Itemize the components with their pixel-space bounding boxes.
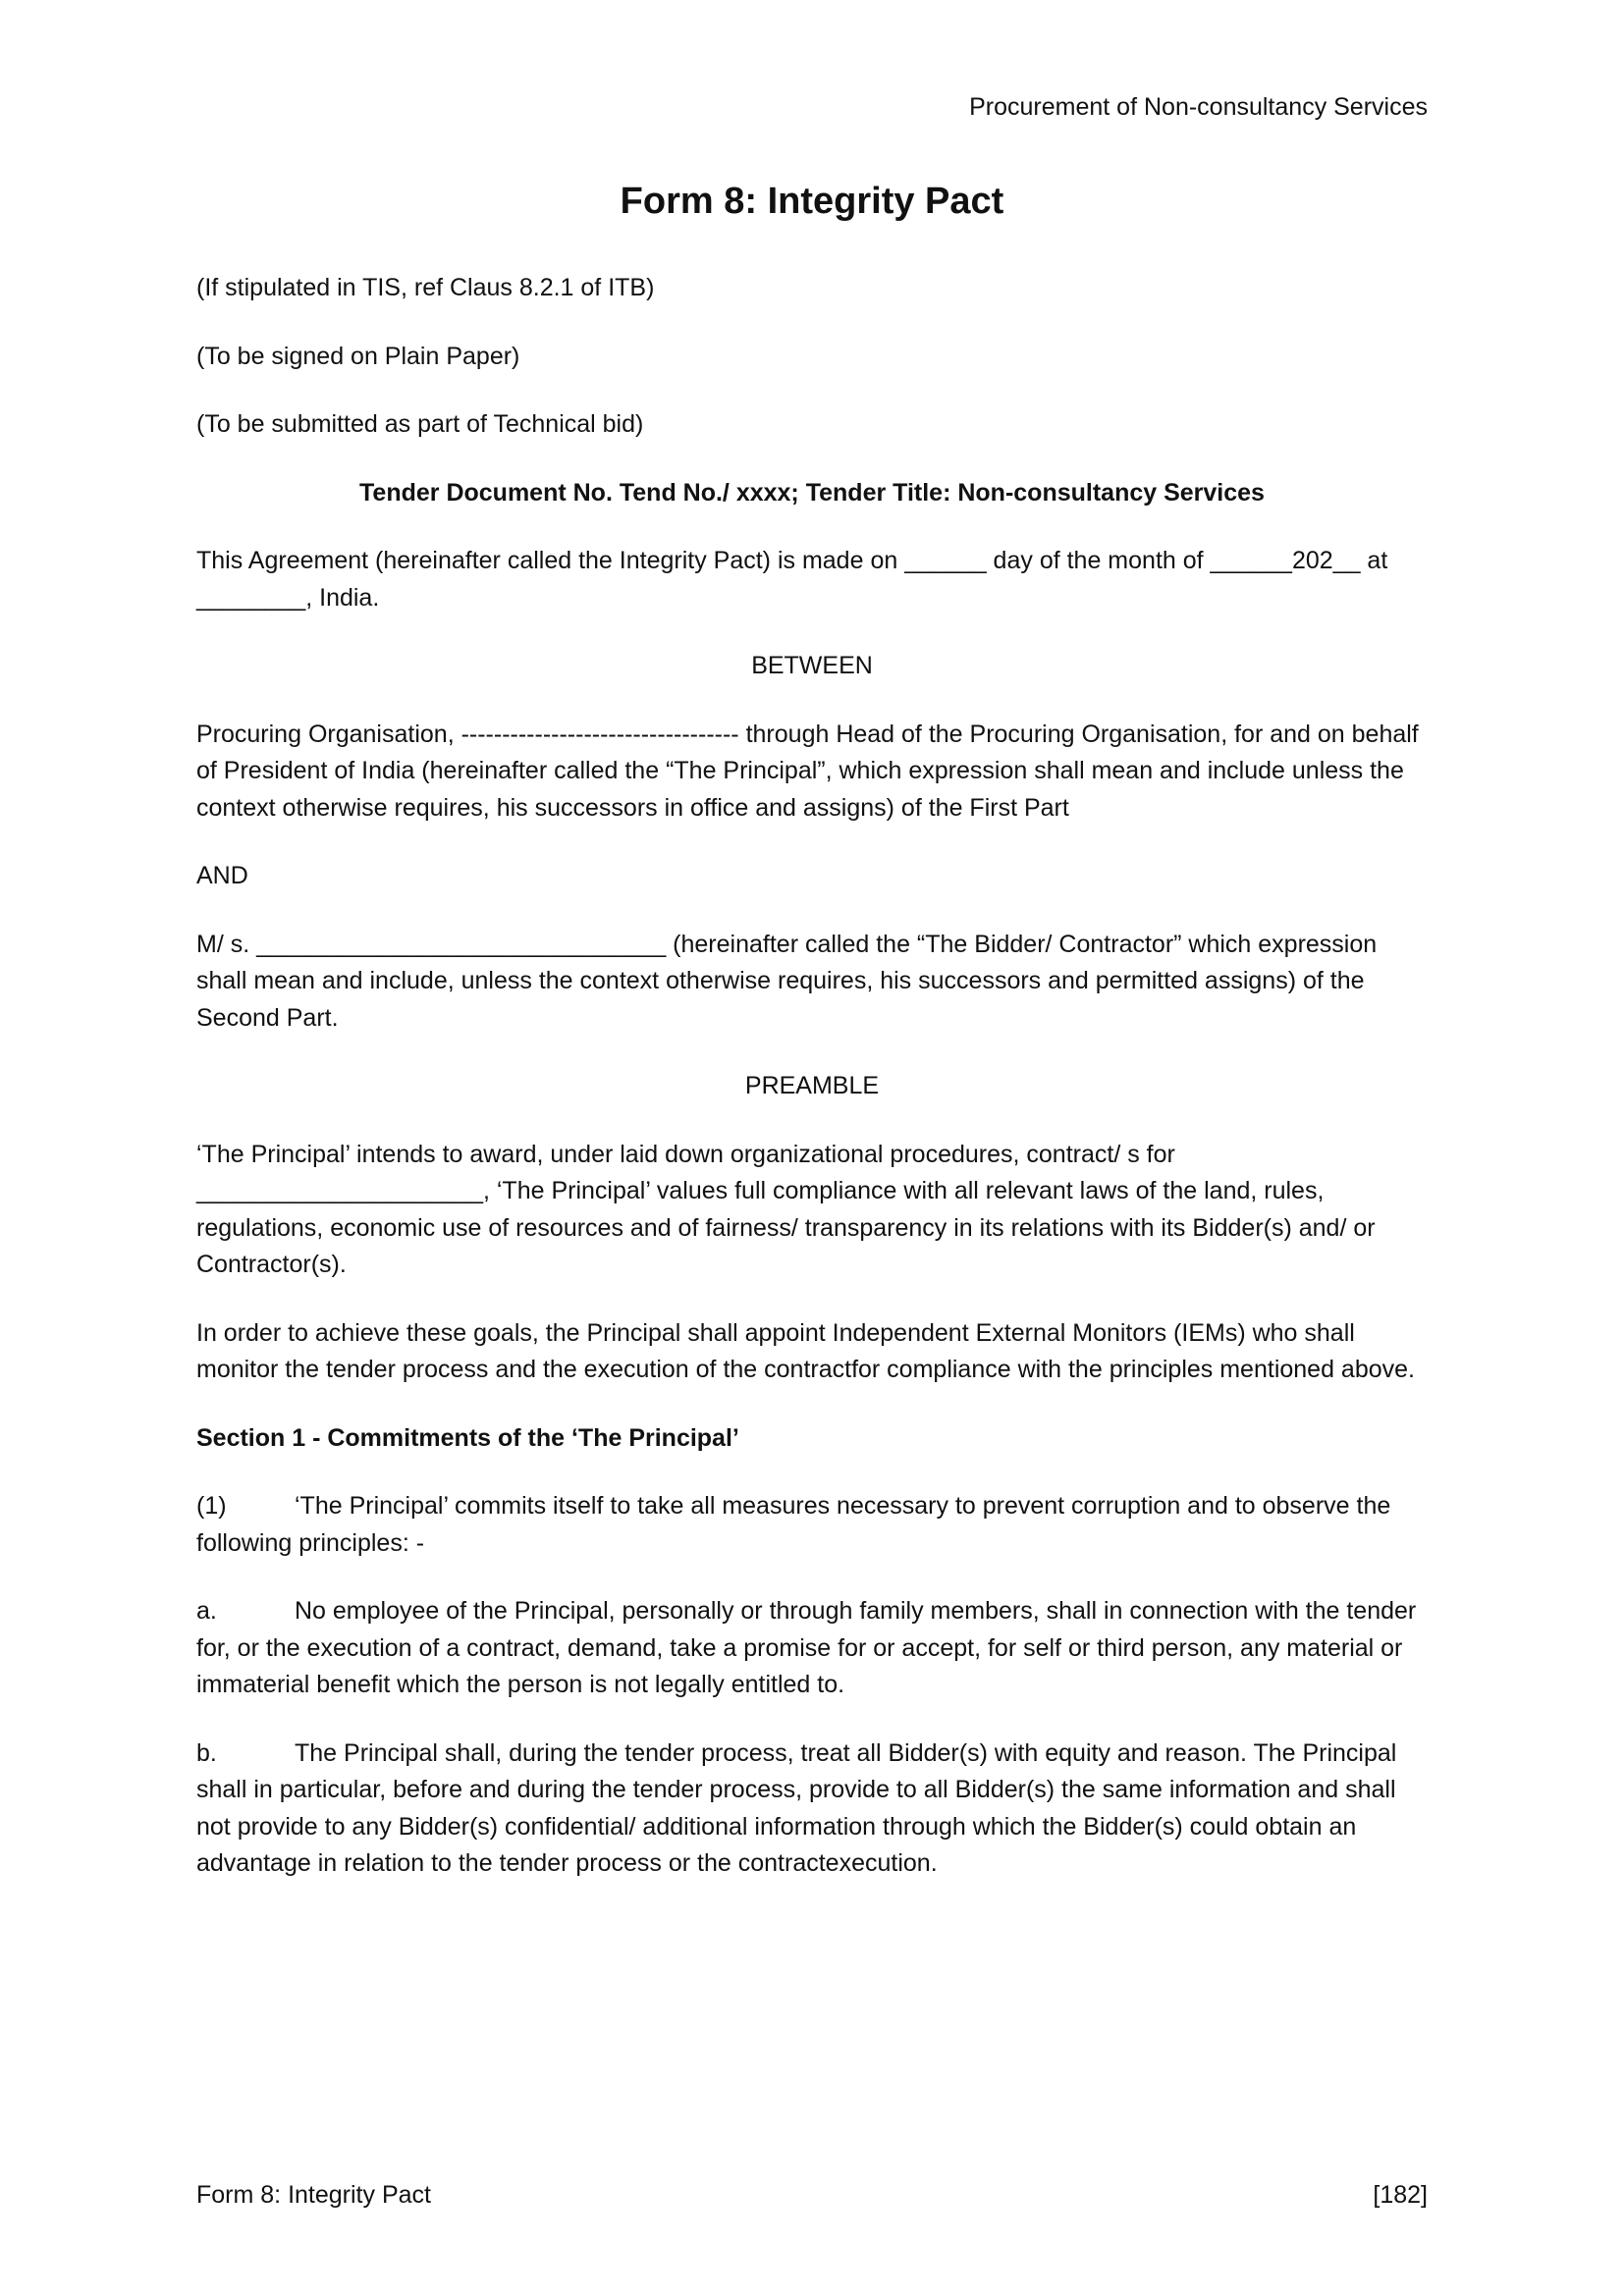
preamble-paragraph-1: ‘The Principal’ intends to award, under laid down organizational procedures, contract/ s for _____________________, ‘The Principal’ values full compliance with all relevant laws of the land, rules, regulations, economic use of resources and of fairness/ transparency in its relations with its Bidder(s) and/ or Contractor(s). (196, 1140, 1376, 1278)
header-text: Procurement of Non-consultancy Services (969, 93, 1428, 121)
list-item-1 (196, 1488, 1428, 1562)
list-item-b-label: b. (196, 1738, 217, 1767)
list-item-b (196, 1735, 1428, 1883)
between-heading: BETWEEN (751, 652, 873, 679)
page-footer (196, 2181, 1428, 2210)
section1-heading: Section 1 - Commitments of the ‘The Principal’ (196, 1423, 739, 1452)
footer-page-number: [182] (1373, 2181, 1428, 2209)
page-header (196, 93, 1428, 122)
preamble-heading: PREAMBLE (744, 1072, 880, 1099)
footer-left-text: Form 8: Integrity Pact (196, 2181, 431, 2209)
list-item-a (196, 1593, 1428, 1704)
list-item-1-label: (1) (196, 1492, 227, 1520)
procuring-paragraph: Procuring Organisation, ---------------------------------- through Head of the Procuring Organisation, for and on behalf of President of India (hereinafter called the “The Principal”, which expression shall mean and include unless the context otherwise requires, his successors in office and assigns) of the First Part (196, 720, 1419, 822)
note-signed: (To be signed on Plain Paper) (196, 342, 520, 370)
and-label: AND (196, 862, 248, 889)
agreement-paragraph: This Agreement (hereinafter called the Integrity Pact) is made on ______ day of the month of ______202__ at ________, India. (196, 547, 1388, 612)
tender-title-line: Tender Document No. Tend No./ xxxx; Tender Title: Non-consultancy Services (359, 478, 1265, 507)
list-item-1-text: ‘The Principal’ commits itself to take all measures necessary to prevent corruption and to observe the following principles: - (196, 1492, 1391, 1557)
list-item-a-text: No employee of the Principal, personally or through family members, shall in connection with the tender for, or the execution of a contract, demand, take a promise for or accept, for self or third person, any material or immaterial benefit which the person is not legally entitled to. (196, 1597, 1417, 1698)
list-item-b-text: The Principal shall, during the tender process, treat all Bidder(s) with equity and reason. The Principal shall in particular, before and during the tender process, provide to all Bidder(s) the same information and shall not provide to any Bidder(s) confidential/ additional information through which the Bidder(s) could obtain an advantage in relation to the tender process or the contractexecution. (196, 1738, 1397, 1877)
list-item-a-label: a. (196, 1597, 217, 1625)
note-stipulated: (If stipulated in TIS, ref Claus 8.2.1 of ITB) (196, 274, 655, 301)
preamble-paragraph-2: In order to achieve these goals, the Principal shall appoint Independent External Monitors (IEMs) who shall monitor the tender process and the execution of the contractfor compliance with the principles mentioned above. (196, 1318, 1415, 1383)
page-title: Form 8: Integrity Pact (620, 181, 1004, 222)
note-submitted: (To be submitted as part of Technical bid) (196, 410, 644, 438)
bidder-paragraph: M/ s. ______________________________ (hereinafter called the “The Bidder/ Contractor” which expression shall mean and include, unless the context otherwise requires, his successors and permitted assigns) of the Second Part. (196, 930, 1378, 1032)
